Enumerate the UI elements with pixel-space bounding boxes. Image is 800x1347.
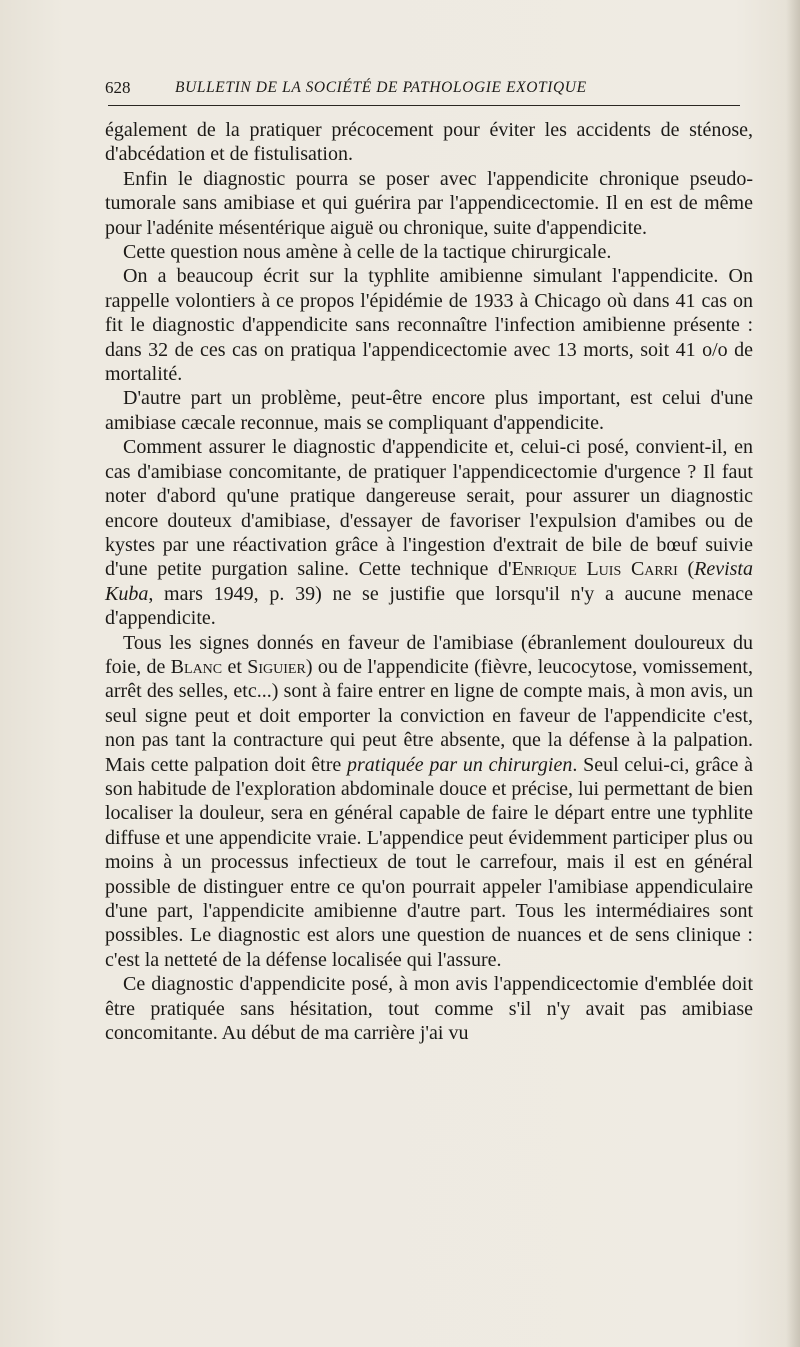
paragraph-6-text-a: Comment assurer le diagnostic d'appendicite et, celui-ci posé, convient-il, en cas d'amibiase concomitante, de pratiquer l'appendicectomie d'urgence ? Il faut noter d'abord qu'une pratique dangereuse serait, pour assurer un diagnostic encore douteux d'amibiase, d'essayer de favoriser l'expulsion d'amibes ou de kystes par une réactivation grâce à l'ingestion d'extrait de bile de bœuf suivie d'une petite purgation saline. Cette technique d' <box>105 436 753 581</box>
paragraph-4: On a beaucoup écrit sur la typhlite amibienne simulant l'appendicite. On rappelle volontiers à ce propos l'épidémie de 1933 à Chicago où dans 41 cas on fit le diagnostic d'appendicite sans reconnaître l'infection amibienne présente : dans 32 de ces cas on pratiqua l'appendicectomie avec 13 morts, soit 41 o/o de mortalité. <box>105 265 753 386</box>
header-rule <box>108 105 740 106</box>
journal-title: Revista Kuba <box>105 558 753 605</box>
emphasis-text: pratiquée par un chirurgien <box>346 753 573 776</box>
author-name-siguier: Siguier <box>247 655 306 678</box>
paragraph-1: également de la pratiquer précocement pour éviter les accidents de sténose, d'abcédation et de fistulisation. <box>105 119 753 166</box>
paragraph-3: Cette question nous amène à celle de la tactique chirurgicale. <box>123 241 612 264</box>
author-name: Enrique Luis Carri <box>511 558 678 581</box>
page-header <box>105 76 745 100</box>
paragraph-5: D'autre part un problème, peut-être encore plus important, est celui d'une amibiase cæcale reconnue, mais se compliquant d'appendicite. <box>105 387 753 434</box>
paragraph-8: Ce diagnostic d'appendicite posé, à mon avis l'appendicectomie d'emblée doit être pratiquée sans hésitation, tout comme s'il n'y avait pas amibiase concomitante. Au début de ma carrière j'ai vu <box>105 973 753 1045</box>
paragraph-7-text-c: ) ou de l'appendicite (fièvre, leucocytose, vomissement, arrêt des selles, etc...) sont à faire entrer en ligne de compte mais, à mon avis, un seul signe peut et doit emporter la conviction en faveur de l'appendicite c'est, non pas tant la contracture qui peut être absente, que la défense à la palpation. Mais cette palpation doit être <box>105 655 753 776</box>
paragraph-7-text-a: Tous les signes donnés en faveur de l'amibiase (ébranlement douloureux du foie, de <box>105 631 753 678</box>
paragraph-2: Enfin le diagnostic pourra se poser avec l'appendicite chronique pseudo-tumorale sans amibiase et qui guérira par l'appendicectomie. Il en est de même pour l'adénite mésentérique aiguë ou chronique, suite d'appendicite. <box>105 167 753 239</box>
paragraph-7-text-b: et <box>222 655 248 678</box>
running-title: BULLETIN DE LA SOCIÉTÉ DE PATHOLOGIE EXOTIQUE <box>175 79 587 96</box>
paragraph-6 <box>105 435 753 630</box>
page-number: 628 <box>105 78 131 97</box>
paragraph-6-text-b: ( <box>677 558 695 581</box>
paragraph-7-text-d: . Seul celui-ci, grâce à son habitude de l'exploration abdominale douce et précise, lui permettant de bien localiser la douleur, sera en général capable de faire le départ entre une typhlite diffuse et une appendicite vraie. L'appendice peut évidemment participer plus ou moins à un processus infectieux de tout le carrefour, mais il est en général possible de distinguer entre ce qu'on pourrait appeler l'amibiase appendiculaire d'une part, l'appendicite amibienne d'autre part. Tous les intermédiaires sont possibles. Le diagnostic est alors une question de nuances et de sens clinique : c'est la netteté de la défense localisée qui l'assure. <box>105 753 754 971</box>
paragraph-6-text-c: , mars 1949, p. 39) ne se justifie que lorsqu'il n'y a aucune menace d'appendicite. <box>105 582 753 630</box>
page-edge-shadow <box>786 0 800 1347</box>
paragraph-7 <box>105 631 753 973</box>
author-name-blanc: Blanc <box>170 655 223 678</box>
body-text <box>105 118 753 1045</box>
